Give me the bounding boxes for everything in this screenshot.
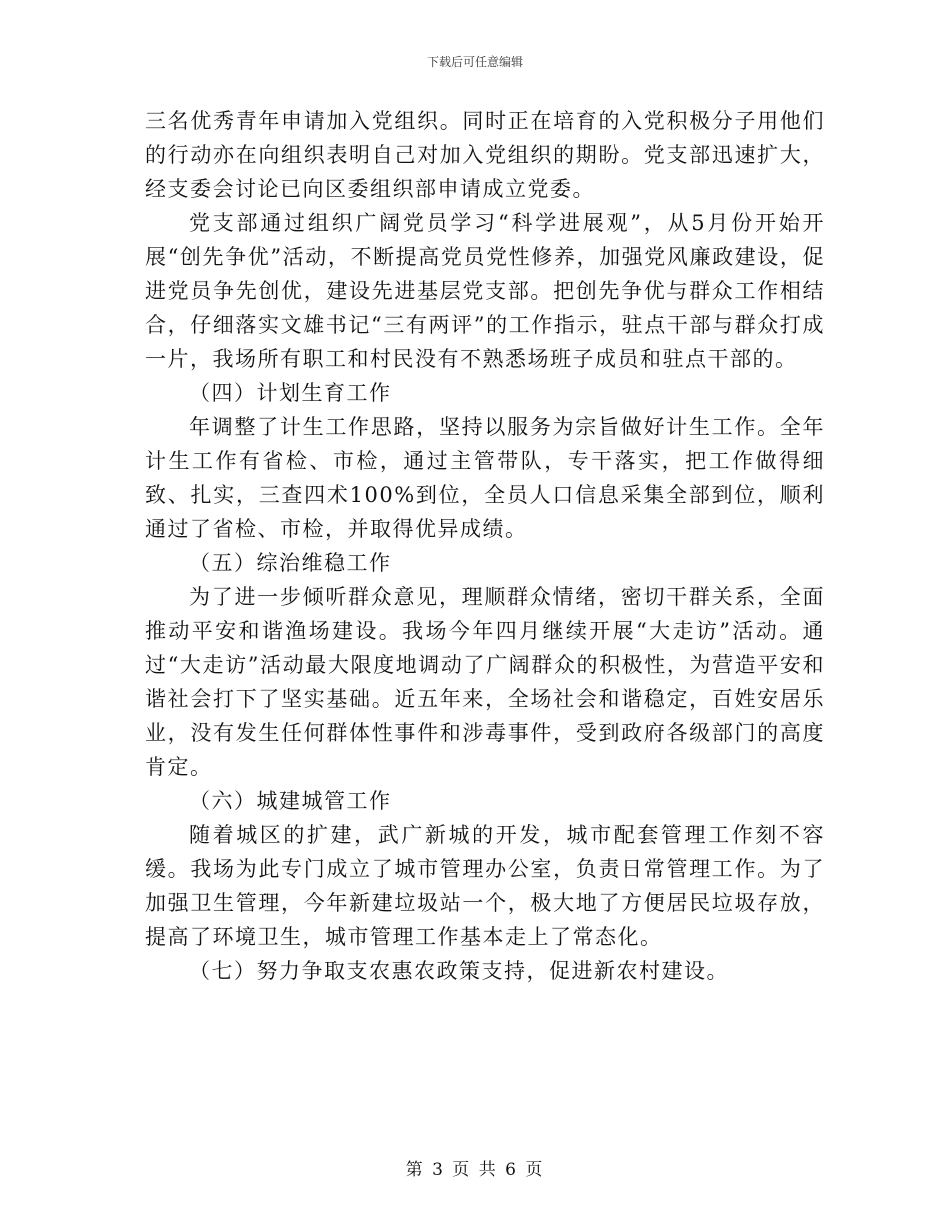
paragraph-stability: 为了进一步倾听群众意见，理顺群众情绪，密切干群关系，全面推动平安和谐渔场建设。我场今年四月继续开展“大走访”活动。通过“大走访”活动最大限度地调动了广阔群众的积极性，为营造平安和谐社会打下了坚实基础。近五年来，全场社会和谐稳定，百姓安居乐业，没有发生任何群体性事件和涉毒事件，受到政府各级部门的高度肯定。 [145, 585, 825, 779]
paragraph-continuation: 三名优秀青年申请加入党组织。同时正在培育的入党积极分子用他们的行动亦在向组织表明自己对加入党组织的期盼。党支部迅速扩大，经支委会讨论已向区委组织部申请成立党委。 [145, 109, 825, 201]
page-footer: 第 3 页 共 6 页 [405, 1160, 545, 1180]
section-heading-urban-management: （六）城建城管工作 [189, 789, 392, 813]
paragraph-urban-management: 随着城区的扩建，武广新城的开发，城市配套管理工作刻不容缓。我场为此专门成立了城市管理办公室，负责日常管理工作。为了加强卫生管理，今年新建垃圾站一个，极大地了方便居民垃圾存放，提高了环境卫生，城市管理工作基本走上了常态化。 [145, 823, 825, 949]
document-body [145, 104, 825, 988]
section-heading-family-planning: （四）计划生育工作 [189, 381, 392, 405]
section-heading-stability: （五）综治维稳工作 [189, 551, 392, 575]
paragraph-family-planning: 年调整了计生工作思路，坚持以服务为宗旨做好计生工作。全年计生工作有省检、市检，通过主管带队，专干落实，把工作做得细致、扎实，三查四术100%到位，全员人口信息采集全部到位，顺利通过了省检、市检，并取得优异成绩。 [145, 415, 825, 541]
paragraph-party-branch: 党支部通过组织广阔党员学习“科学进展观”，从5月份开始开展“创先争优”活动，不断提高党员党性修养，加强党风廉政建设，促进党员争先创优，建设先进基层党支部。把创先争优与群众工作相结合，仔细落实文雄书记“三有两评”的工作指示，驻点干部与群众打成一片，我场所有职工和村民没有不熟悉场班子成员和驻点干部的。 [145, 211, 825, 371]
page-header: 下载后可任意编辑 [426, 55, 523, 69]
section-heading-rural-policy: （七）努力争取支农惠农政策支持，促进新农村建设。 [189, 959, 729, 983]
